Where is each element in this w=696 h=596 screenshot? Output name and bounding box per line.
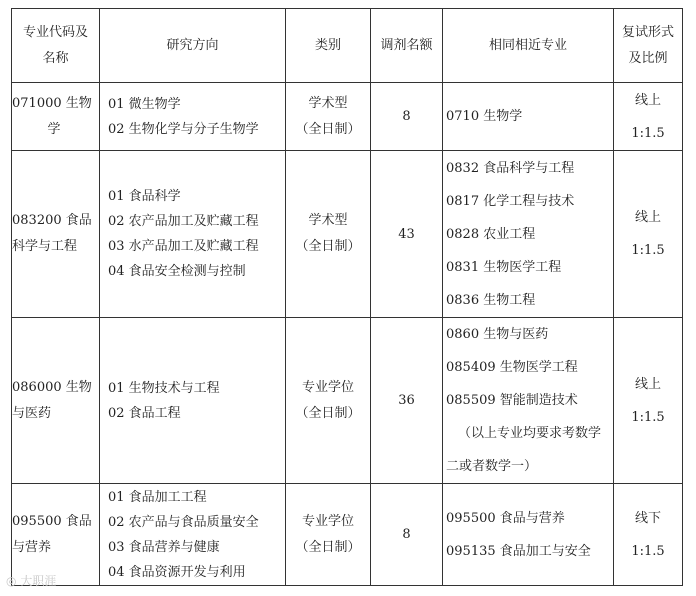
direction-item: 01 生物技术与工程 xyxy=(108,380,220,396)
direction-item: 02 农产品与食品质量安全 xyxy=(108,514,259,530)
related-item: 0831 生物医学工程 xyxy=(446,259,562,275)
retest-ratio: 1:1.5 xyxy=(631,125,665,141)
related-cell xyxy=(443,318,614,484)
direction-cell xyxy=(100,83,286,151)
related-item: 0710 生物学 xyxy=(446,109,523,124)
retest-mode: 线上 xyxy=(634,210,661,225)
retest-cell xyxy=(614,484,683,586)
major-name-line2: 与营养 xyxy=(12,539,52,555)
header-quota: 调剂名额 xyxy=(371,9,443,83)
direction-cell xyxy=(100,318,286,484)
direction-cell xyxy=(100,151,286,318)
related-item: 085409 生物医学工程 xyxy=(446,360,578,375)
related-item: 0836 生物工程 xyxy=(446,292,536,308)
category-cell xyxy=(286,83,371,151)
retest-mode: 线上 xyxy=(634,92,661,108)
retest-cell xyxy=(614,83,683,151)
header-direction: 研究方向 xyxy=(100,9,286,83)
direction-item: 04 食品资源开发与利用 xyxy=(108,564,246,580)
retest-cell xyxy=(614,151,683,318)
adjustment-table xyxy=(11,8,683,586)
direction-item: 01 微生物学 xyxy=(108,96,181,112)
header-retest-line2: 及比例 xyxy=(628,50,668,66)
major-name-cell xyxy=(12,484,100,586)
header-major-code-line1: 专业代码及 xyxy=(22,24,88,40)
retest-ratio: 1:1.5 xyxy=(631,243,665,258)
watermark-text: 大职涯 xyxy=(20,574,57,588)
major-name-line2: 学 xyxy=(47,121,61,137)
category-line2: （全日制） xyxy=(295,121,361,137)
major-name-line1: 086000 生物 xyxy=(12,379,92,395)
retest-cell xyxy=(614,318,683,484)
header-row xyxy=(12,9,683,83)
major-name-cell xyxy=(12,151,100,318)
major-name-cell xyxy=(12,83,100,151)
header-category: 类别 xyxy=(286,9,371,83)
related-cell xyxy=(443,83,614,151)
direction-item: 02 生物化学与分子生物学 xyxy=(108,121,259,137)
related-item: 0828 农业工程 xyxy=(446,226,536,242)
category-line1: 学术型 xyxy=(308,95,348,111)
direction-item: 03 食品营养与健康 xyxy=(108,539,220,555)
quota-cell: 8 xyxy=(371,83,443,151)
related-item: 0860 生物与医药 xyxy=(446,327,549,342)
direction-item: 01 食品科学 xyxy=(108,189,181,204)
category-line2: （全日制） xyxy=(295,539,361,555)
direction-item: 01 食品加工工程 xyxy=(108,489,207,505)
major-name-line1: 083200 食品 xyxy=(12,213,92,228)
related-item: 095135 食品加工与安全 xyxy=(446,543,591,559)
quota-cell: 36 xyxy=(371,318,443,484)
retest-ratio: 1:1.5 xyxy=(631,409,665,425)
quota-cell: 43 xyxy=(371,151,443,318)
direction-item: 02 食品工程 xyxy=(108,405,181,421)
category-line1: 学术型 xyxy=(308,213,348,228)
header-retest-line1: 复试形式 xyxy=(621,24,674,40)
retest-mode: 线下 xyxy=(634,510,661,526)
quota-cell: 8 xyxy=(371,484,443,586)
direction-item: 03 水产品加工及贮藏工程 xyxy=(108,239,259,254)
related-item: 0832 食品科学与工程 xyxy=(446,160,575,176)
category-line1: 专业学位 xyxy=(301,513,354,529)
retest-ratio: 1:1.5 xyxy=(631,543,665,559)
related-cell xyxy=(443,484,614,586)
related-item: 095500 食品与营养 xyxy=(446,510,565,526)
table-row xyxy=(12,151,683,318)
related-item: 085509 智能制造技术 xyxy=(446,393,578,408)
related-cell xyxy=(443,151,614,318)
major-name-line2: 科学与工程 xyxy=(12,239,78,254)
category-cell xyxy=(286,151,371,318)
table-row xyxy=(12,484,683,586)
header-related: 相同相近专业 xyxy=(443,9,614,83)
category-line2: （全日制） xyxy=(295,239,361,254)
related-note-line2: 二或者数学一） xyxy=(446,459,538,474)
watermark xyxy=(6,572,56,589)
related-note-line1: （以上专业均要求考数学 xyxy=(457,426,601,441)
major-name-line1: 095500 食品 xyxy=(12,513,92,529)
category-cell xyxy=(286,484,371,586)
category-line2: （全日制） xyxy=(295,405,361,421)
table-row xyxy=(12,83,683,151)
watermark-logo-icon: ◎ xyxy=(6,574,17,588)
related-item: 0817 化学工程与技术 xyxy=(446,193,575,209)
header-major-code xyxy=(12,9,100,83)
direction-item: 04 食品安全检测与控制 xyxy=(108,264,246,279)
major-name-line1: 071000 生物 xyxy=(12,95,92,111)
major-name-cell xyxy=(12,318,100,484)
direction-cell xyxy=(100,484,286,586)
category-cell xyxy=(286,318,371,484)
table-row xyxy=(12,318,683,484)
category-line1: 专业学位 xyxy=(301,379,354,395)
retest-mode: 线上 xyxy=(634,376,661,392)
header-major-code-line2: 名称 xyxy=(42,50,69,66)
direction-item: 02 农产品加工及贮藏工程 xyxy=(108,214,259,229)
major-name-line2: 与医药 xyxy=(12,405,52,421)
header-retest xyxy=(614,9,683,83)
